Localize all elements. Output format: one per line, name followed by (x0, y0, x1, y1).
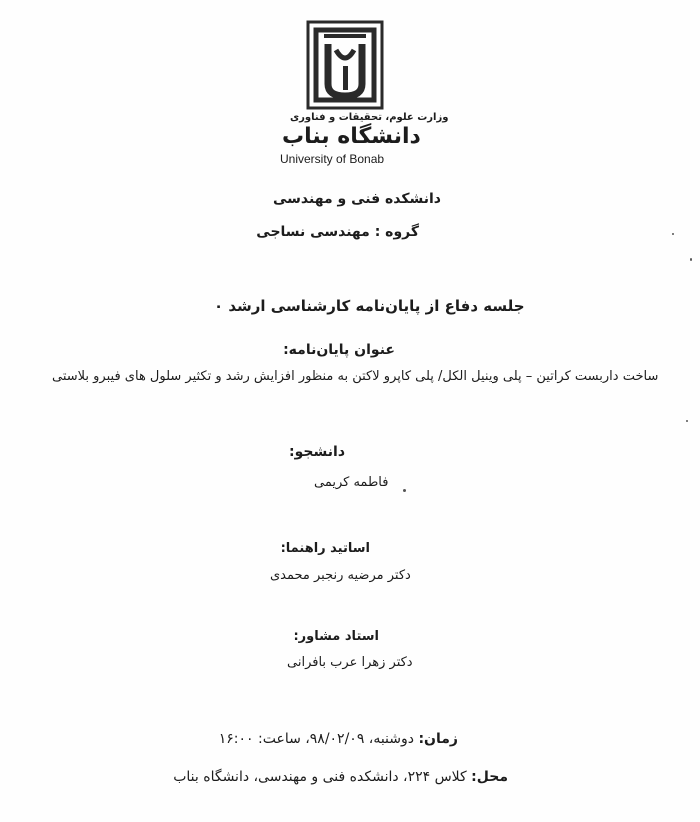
advisor-label: استاد مشاور: (293, 629, 379, 644)
scan-speck (403, 489, 406, 492)
place-value: کلاس ۲۲۴، دانشکده فنی و مهندسی، دانشگاه بناب (173, 769, 467, 785)
scan-speck (690, 258, 692, 261)
scan-speck (686, 420, 688, 422)
thesis-title: ساخت داربست کراتین – پلی وینیل الکل/ پلی کاپرو لاکتن به منظور افزایش رشد و تکثیر سلول های فیبرو بلاستی (52, 369, 659, 384)
place-line (173, 769, 508, 785)
university-name-fa: دانشگاه بناب (282, 124, 421, 149)
group-value: مهندسی نساجی (256, 224, 370, 240)
supervisor-name: دکتر مرضیه رنجبر محمدی (270, 568, 411, 583)
faculty-name: دانشکده فنی و مهندسی (273, 191, 441, 207)
advisor-name: دکتر زهرا عرب بافرانی (287, 655, 413, 670)
place-label: محل: (471, 769, 508, 785)
university-name-en: University of Bonab (280, 152, 385, 166)
student-label: دانشجو: (289, 444, 345, 460)
university-logo (306, 20, 384, 110)
group-line (256, 224, 419, 240)
meeting-title: جلسه دفاع از پایان‌نامه کارشناسی ارشد ۰ (214, 297, 525, 315)
time-value: دوشنبه، ۹۸/۰۲/۰۹، ساعت: ۱۶:۰۰ (218, 731, 414, 747)
group-label: گروه : (374, 224, 419, 240)
scan-speck (672, 233, 674, 235)
thesis-title-label: عنوان پایان‌نامه: (283, 342, 395, 358)
time-line (219, 731, 458, 747)
student-name: فاطمه کریمی (314, 475, 389, 490)
ministry-name: وزارت علوم، تحقیقات و فناوری (290, 112, 449, 123)
supervisor-label: اساتید راهنما: (280, 541, 370, 556)
time-label: زمان: (418, 731, 458, 747)
